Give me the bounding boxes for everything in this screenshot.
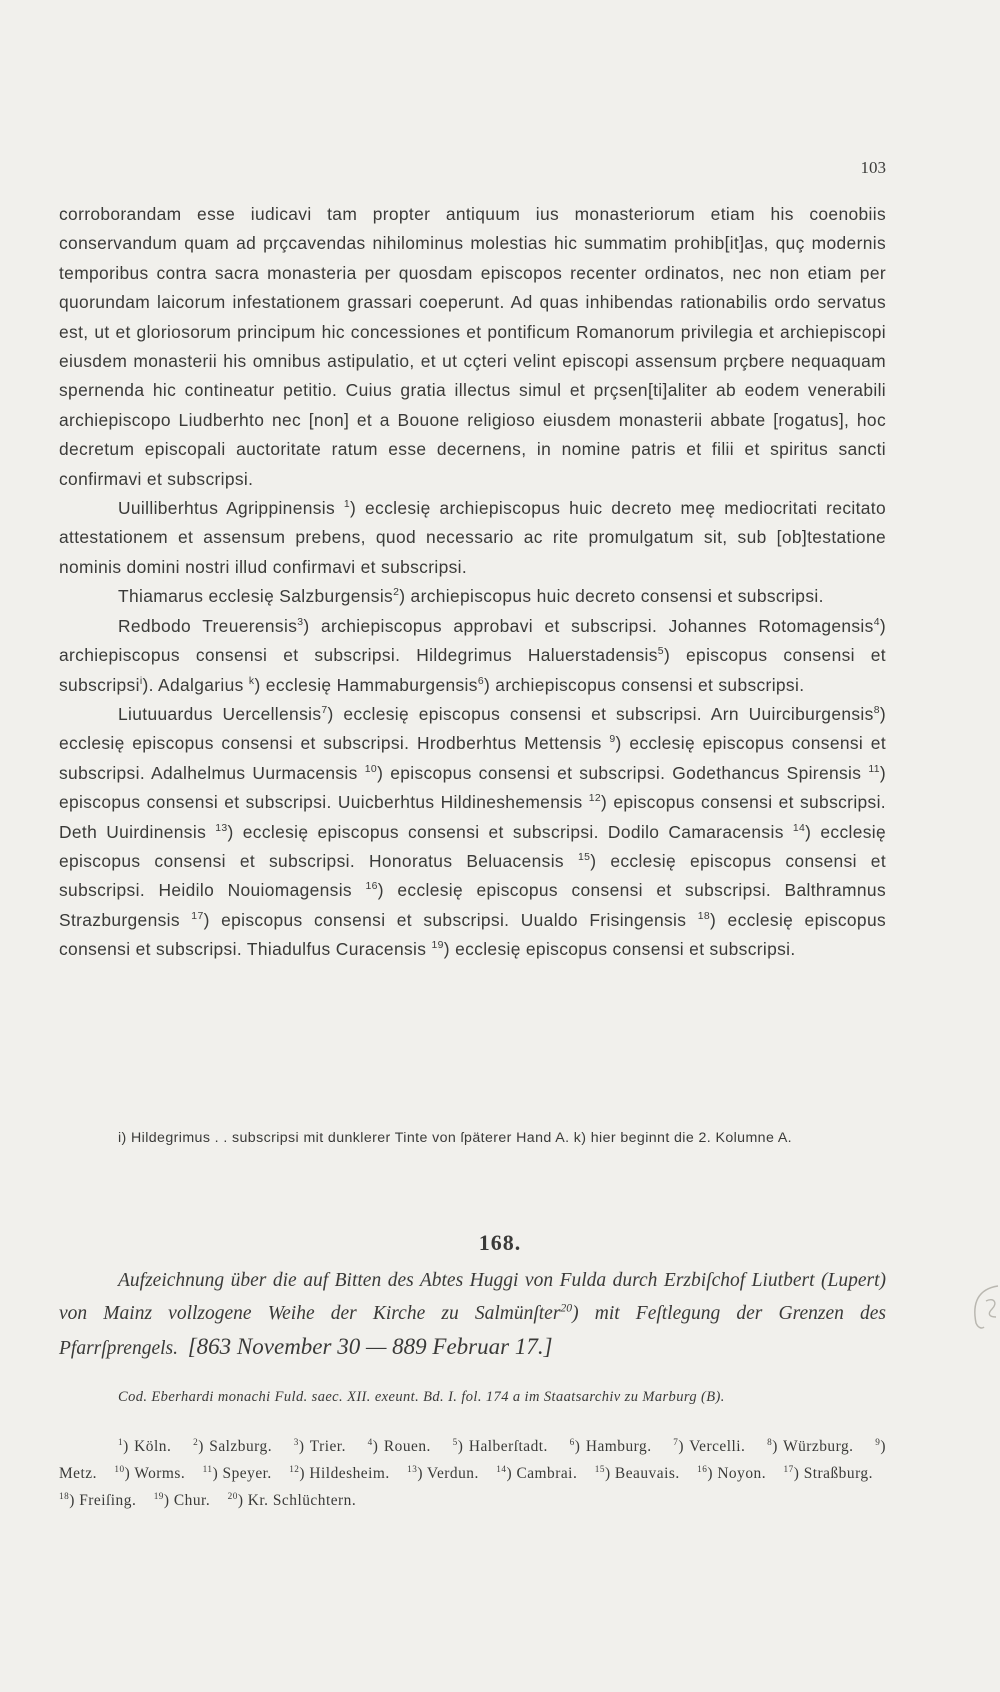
place-footnote-number: 3 (293, 1437, 299, 1447)
place-footnote-number: 9 (875, 1437, 881, 1447)
place-footnote-number: 8 (767, 1437, 773, 1447)
place-footnote-text: ) Worms. (124, 1465, 186, 1482)
critical-apparatus (59, 1126, 886, 1150)
place-footnote-text: ) Hildesheim. (299, 1465, 390, 1482)
place-footnote-text: ) Metz. (59, 1438, 887, 1482)
place-footnote-number: 5 (452, 1437, 458, 1447)
place-footnote (289, 1465, 390, 1482)
paragraph-4: Redbodo Treuerensis$^3$) archiepiscopus approbavi et subscripsi. Johannes Rotomagensis$^4$) archiepiscopus consensi et subscripsi. Hildegrimus Haluerstadensis$^5$) episcopus consensi et subscripsi$^i$). Adalgarius $^k$) ecclesię Hammaburgensis$^6$) archiepiscopus consensi et subscripsi. (59, 615, 887, 695)
place-footnote-text: ) Cambrai. (506, 1465, 578, 1482)
place-footnote-text: ) Vercelli. (678, 1438, 746, 1455)
pencil-margin-mark (968, 1283, 1000, 1331)
place-footnote-text: ) Salzburg. (198, 1438, 273, 1455)
place-footnote (193, 1438, 272, 1455)
place-footnote-text: ) Halberſtadt. (457, 1438, 548, 1455)
place-footnote-number: 16 (697, 1464, 708, 1474)
place-footnote-number: 2 (193, 1437, 199, 1447)
place-footnote-number: 17 (783, 1464, 794, 1474)
paragraph-2: Uuilliberhtus Agrippinensis $^1$) ecclesię archiepiscopus huic decreto meę mediocritati recitato attestationem et assensum prebens, quod necessario ac rite promulgatum sit, sub [ob]testatione nominis domini nostri illud confirmavi et subscripsi. (59, 498, 887, 577)
source-text: Cod. Eberhardi monachi Fuld. saec. XII. exeunt. Bd. I. fol. 174 a im Staatsarchiv zu Marburg (B). (118, 1389, 725, 1405)
place-footnote (228, 1492, 357, 1509)
place-footnote (154, 1492, 211, 1509)
place-footnote-text: ) Freiſing. (69, 1492, 137, 1509)
place-footnote (595, 1465, 680, 1482)
place-footnote (453, 1438, 548, 1455)
document-date: [863 November 30 — 889 Februar 17.] (187, 1334, 553, 1359)
place-footnote-number: 14 (496, 1464, 507, 1474)
paragraph-5: Liutuuardus Uercellensis$^7$) ecclesię episcopus consensi et subscripsi. Arn Uuirciburgensis$^8$) ecclesię episcopus consensi et subscripsi. Hrodberhtus Mettensis $^9$) ecclesię episcopus consensi et subscripsi. Adalhelmus Uurmacensis $^{10}$) episcopus consensi et subscripsi. Godethancus Spirensis $^{11}$) episcopus consensi et subscripsi. Uuicberhtus Hildineshemensis $^{12}$) episcopus consensi et subscripsi. Deth Uuirdinensis $^{13}$) ecclesię episcopus consensi et subscripsi. Dodilo Camaracensis $^{14}$) ecclesię episcopus consensi et subscripsi. Honoratus Beluacensis $^{15}$) ecclesię episcopus consensi et subscripsi. Heidilo Nouiomagensis $^{16}$) ecclesię episcopus consensi et subscripsi. Balthramnus Strazburgensis $^{17}$) episcopus consensi et subscripsi. Uualdo Frisingensis $^{18}$) ecclesię episcopus consensi et subscripsi. Thiadulfus Curacensis $^{19}$) ecclesię episcopus consensi et subscripsi. (59, 703, 887, 960)
place-footnote-number: 20 (227, 1491, 238, 1501)
place-footnote-number: 10 (114, 1464, 125, 1474)
place-footnote-text: ) Verdun. (417, 1465, 479, 1482)
paragraph-1: corroborandam esse iudicavi tam propter antiquum ius monasteriorum etiam his coenobiis conservandum quam ad prçcavendas nihilominus molestias hic summatim prohib[it]as, quç modernis temporibus contra sacra monasteria per quosdam episcopos recenter ordinatos, nec non etiam per quorundam laicorum infestationem grassari coeperunt. Ad quas inhibendas rationabilis ordo servatus est, ut et gloriosorum principum hic concessiones et pontificum Romanorum privilegia et archiepiscopi eiusdem monasterii his omnibus astipulatio, et ut cçteri velint episcopi assensum prçbere nequaquam spernenda hic contineatur petitio. Cuius gratia illectus simul et prçsen[ti]aliter ab eodem venerabili archiepiscopo Liudberhto nec [non] et a Bouone religioso eiusdem monasterii abbate [rogatus], hoc decretum episcopali auctoritate ratum esse decernens, in nomine patris et filii et spiritus sancti confirmavi et subscripsi. (59, 204, 886, 489)
place-footnote-number: 12 (289, 1464, 300, 1474)
place-footnote (697, 1465, 766, 1482)
place-footnote (767, 1438, 853, 1455)
place-footnote-text: ) Beauvais. (604, 1465, 680, 1482)
place-footnote-number: 18 (59, 1491, 70, 1501)
place-footnote-text: ) Kr. Schlüchtern. (237, 1492, 357, 1509)
place-footnote-number: 7 (673, 1437, 679, 1447)
place-footnote-number: 6 (569, 1437, 575, 1447)
regest-text: Aufzeichnung über die auf Bitten des Abtes Huggi von Fulda durch Erzbiſchof Liutbert (Lupert) von Mainz vollzogene Weihe der Kirche zu Salmünſter$^{20}$) mit Feſtlegung der Grenzen des Pfarrſprengels. [863 November 30 — 889 Februar 17.] (59, 1270, 886, 1359)
place-footnote (294, 1438, 346, 1455)
place-footnote (783, 1465, 872, 1482)
place-footnote (368, 1438, 431, 1455)
critical-notes: i) Hildegrimus . . subscripsi mit dunklerer Tinte von ſpäterer Hand A. k) hier beginnt die 2. Kolumne A. (118, 1130, 793, 1146)
place-footnote-text: ) Straßburg. (793, 1465, 873, 1482)
place-footnote-number: 1 (118, 1437, 124, 1447)
place-footnote (118, 1438, 171, 1455)
place-footnote (496, 1465, 577, 1482)
place-footnote-text: ) Köln. (123, 1438, 172, 1455)
main-text (59, 200, 886, 965)
place-footnote-text: ) Hamburg. (574, 1438, 652, 1455)
place-footnote (59, 1492, 136, 1509)
place-footnote (407, 1465, 479, 1482)
place-footnote-text: ) Chur. (163, 1492, 211, 1509)
place-footnote-list (59, 1433, 886, 1514)
place-footnote (114, 1465, 185, 1482)
place-footnote-text: ) Würzburg. (772, 1438, 854, 1455)
place-footnote-number: 13 (407, 1464, 418, 1474)
place-footnote-number: 15 (594, 1464, 605, 1474)
place-footnotes (59, 1433, 886, 1514)
regest (59, 1264, 886, 1365)
place-footnote-number: 4 (367, 1437, 373, 1447)
place-footnote (203, 1465, 272, 1482)
place-footnote-number: 11 (202, 1464, 213, 1474)
source-description (59, 1384, 886, 1411)
place-footnote-number: 19 (153, 1491, 164, 1501)
place-footnote-text: ) Trier. (298, 1438, 346, 1455)
place-footnote (570, 1438, 652, 1455)
place-footnote-text: ) Noyon. (707, 1465, 767, 1482)
paragraph-3: Thiamarus ecclesię Salzburgensis$^2$) archiepiscopus huic decreto consensi et subscripsi. (118, 586, 824, 607)
document-number: 168. (478, 1230, 522, 1255)
place-footnote-text: ) Rouen. (372, 1438, 431, 1455)
place-footnote-text: ) Speyer. (212, 1465, 272, 1482)
place-footnote (673, 1438, 745, 1455)
page-number: 103 (860, 158, 886, 177)
